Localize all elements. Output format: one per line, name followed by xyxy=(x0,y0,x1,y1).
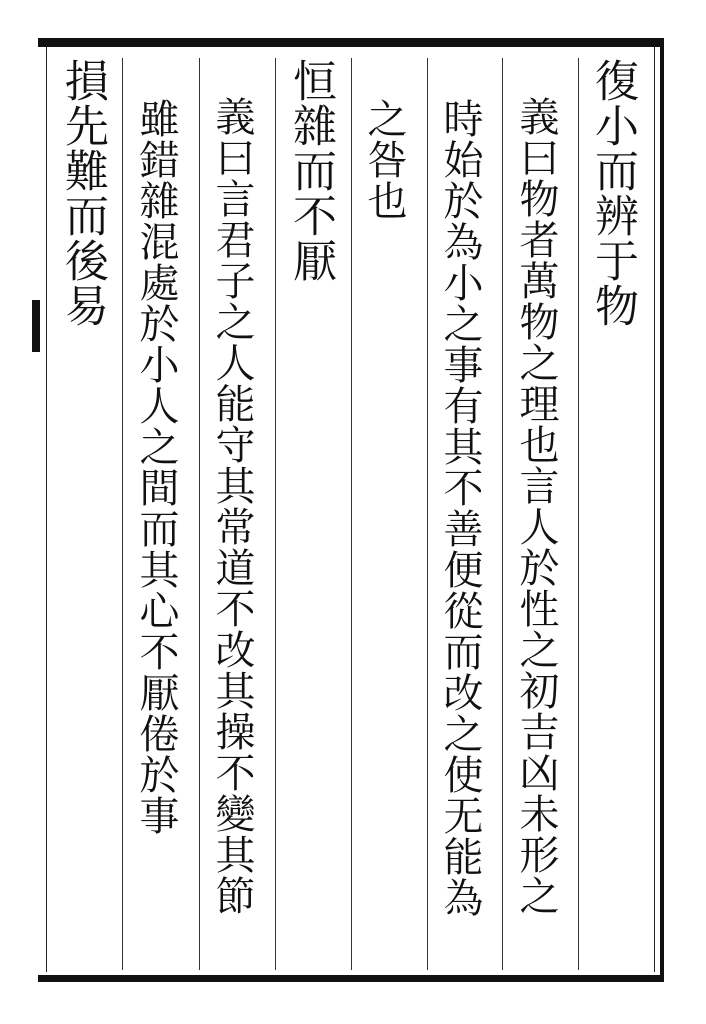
column-rule xyxy=(275,58,276,970)
column-rule xyxy=(199,58,200,970)
border-left-line xyxy=(46,46,47,972)
column-rule xyxy=(502,58,503,970)
column-commentary-5: 雖錯雜混處於小人之間而其心不厭倦於事 xyxy=(133,98,179,836)
binding-gutter xyxy=(0,0,38,1024)
column-rule xyxy=(427,58,428,970)
column-heading-fu: 復小而辨于物 xyxy=(587,58,638,328)
column-heading-heng: 恒雜而不厭 xyxy=(285,58,336,283)
column-rule xyxy=(122,58,123,970)
column-heading-sun: 損先難而後易 xyxy=(57,58,108,328)
column-commentary-2: 時始於為小之事有其不善便從而改之使无能為 xyxy=(437,98,483,918)
column-rule xyxy=(578,58,579,970)
column-rule xyxy=(351,58,352,970)
column-commentary-1: 義曰物者萬物之理也言人於性之初吉凶未形之 xyxy=(513,96,559,916)
column-commentary-3: 之咎也 xyxy=(361,98,407,221)
border-inner-line xyxy=(654,46,655,972)
column-commentary-4: 義曰言君子之人能守其常道不改其操不變其節 xyxy=(209,96,255,916)
